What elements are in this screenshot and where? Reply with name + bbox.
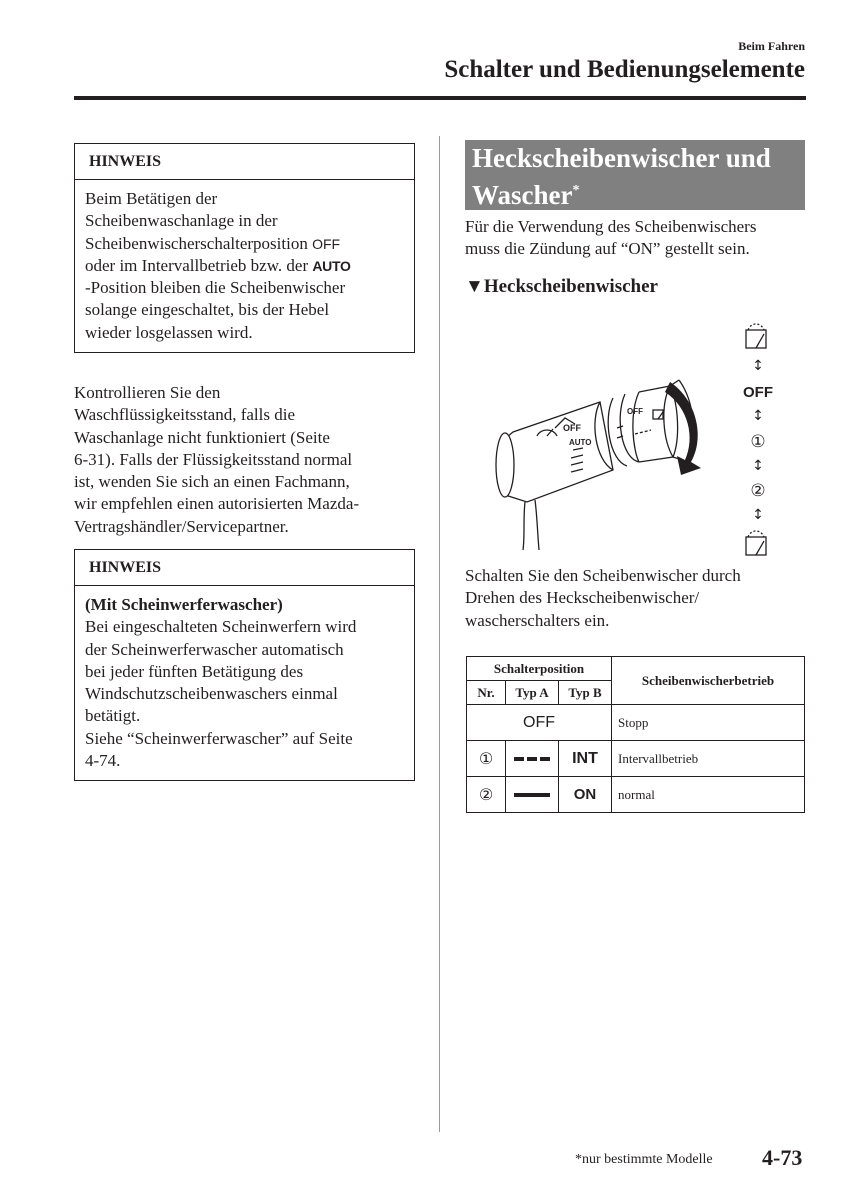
column-header-switch-position: Schalterposition xyxy=(467,657,612,681)
paragraph-line: Schalten Sie den Scheibenwischer durch xyxy=(465,566,741,585)
note-line: der Scheinwerferwascher automatisch xyxy=(85,639,344,659)
intermittent-dashed-icon xyxy=(514,755,550,763)
note-text: Scheibenwischerschalterposition xyxy=(85,233,313,253)
table-row xyxy=(467,705,805,741)
footnote-mark: * xyxy=(572,183,580,198)
note-line: -Position bleiben die Scheibenwischer xyxy=(85,278,346,298)
section-heading-box xyxy=(465,140,805,210)
scale-off-label: OFF xyxy=(743,384,773,401)
auto-position-label: AUTO xyxy=(312,257,351,274)
wiper-mode-cell: Intervallbetrieb xyxy=(612,741,805,777)
paragraph-line: Vertragshändler/Servicepartner. xyxy=(74,516,289,536)
table-row xyxy=(467,741,805,777)
type-b-cell: ON xyxy=(559,777,612,813)
paragraph-line: Kontrollieren Sie den xyxy=(74,383,221,402)
position-arrow-icon: ↕ xyxy=(752,507,764,523)
position-number-cell: ① xyxy=(467,741,506,777)
note-heading: HINWEIS xyxy=(75,550,414,586)
paragraph-line: 6-31). Falls der Flüssigkeitsstand normal xyxy=(74,449,353,469)
position-arrow-icon: ↕ xyxy=(752,358,764,374)
note-line: Windschutzscheibenwaschers einmal xyxy=(85,684,338,704)
note-line xyxy=(85,233,404,255)
off-position-label: OFF xyxy=(312,235,341,252)
type-a-cell xyxy=(506,741,559,777)
section-heading-text: Wascher xyxy=(472,180,573,210)
table-header-row xyxy=(467,657,805,681)
paragraph-line: muss die Zündung auf “ON” gestellt sein. xyxy=(465,239,750,259)
position-2-label: ② xyxy=(750,481,766,501)
note-line xyxy=(85,255,404,277)
rear-washer-icon xyxy=(746,324,766,348)
note-box-washer xyxy=(74,143,415,353)
note-line: wieder losgelassen wird. xyxy=(85,322,253,342)
paragraph-line: Für die Verwendung des Scheibenwischers xyxy=(465,217,757,236)
wiper-lever-illustration xyxy=(496,380,694,550)
subsection-heading xyxy=(465,276,658,298)
note-subheading: (Mit Scheinwerferwascher) xyxy=(85,595,283,614)
subsection-heading-text: Heckscheibenwischer xyxy=(483,276,658,297)
position-number-cell: ② xyxy=(467,777,506,813)
wiper-mode-cell: normal xyxy=(612,777,805,813)
note-body xyxy=(75,180,414,352)
column-header-nr: Nr. xyxy=(467,681,506,705)
section-heading-line xyxy=(472,176,580,210)
ring-off-label: OFF xyxy=(627,407,643,416)
ignition-note xyxy=(465,216,810,261)
paragraph-line: ist, wenden Sie sich an einen Fachmann, xyxy=(74,472,350,492)
switch-position-table xyxy=(466,656,805,813)
wiper-mode-cell: Stopp xyxy=(612,705,805,741)
lever-off-label: OFF xyxy=(563,423,581,433)
page-title: Schalter und Bedienungselemente xyxy=(444,56,805,83)
note-line: Scheibenwaschanlage in der xyxy=(85,211,278,231)
operation-paragraph xyxy=(465,565,810,632)
type-a-cell xyxy=(506,777,559,813)
section-heading-line: Heckscheibenwischer und xyxy=(472,143,771,173)
washer-fluid-paragraph xyxy=(74,382,419,538)
note-body xyxy=(75,586,414,780)
header-rule xyxy=(74,96,806,100)
paragraph-line: Drehen des Heckscheibenwischer/ xyxy=(465,588,700,608)
note-line: Beim Betätigen der xyxy=(85,189,218,208)
continuous-solid-icon xyxy=(514,791,550,799)
rear-wiper-lever-diagram xyxy=(465,310,805,565)
note-box-headlamp-washer xyxy=(74,549,415,781)
table-row xyxy=(467,777,805,813)
rear-washer-icon xyxy=(746,531,766,555)
column-divider xyxy=(439,136,440,1132)
note-line: bei jeder fünften Betätigung des xyxy=(85,661,304,681)
note-line: solange eingeschaltet, bis der Hebel xyxy=(85,300,330,320)
section-label: Beim Fahren xyxy=(738,39,805,53)
position-1-label: ① xyxy=(750,432,766,452)
column-header-wiper-mode: Scheibenwischerbetrieb xyxy=(612,657,805,705)
page-number: 4-73 xyxy=(762,1145,803,1170)
column-header-type-b: Typ B xyxy=(559,681,612,705)
note-line: betätigt. xyxy=(85,706,141,726)
triangle-marker-icon: ▼ xyxy=(465,276,484,297)
footnote: *nur bestimmte Modelle xyxy=(575,1152,713,1167)
note-line: 4-74. xyxy=(85,751,121,771)
position-arrow-icon: ↕ xyxy=(752,408,764,424)
note-line: Siehe “Scheinwerferwascher” auf Seite xyxy=(85,728,353,748)
note-line: Bei eingeschalteten Scheinwerfern wird xyxy=(85,617,357,637)
note-heading: HINWEIS xyxy=(75,144,414,180)
column-header-type-a: Typ A xyxy=(506,681,559,705)
paragraph-line: Waschflüssigkeitsstand, falls die xyxy=(74,405,296,425)
type-b-cell: INT xyxy=(559,741,612,777)
position-arrow-icon: ↕ xyxy=(752,458,764,474)
lever-auto-label: AUTO xyxy=(569,438,592,447)
paragraph-line: Waschanlage nicht funktioniert (Seite xyxy=(74,427,330,447)
paragraph-line: wascherschalters ein. xyxy=(465,610,610,630)
note-text: oder im Intervallbetrieb bzw. der xyxy=(85,255,313,275)
position-off-cell: OFF xyxy=(467,705,612,741)
paragraph-line: wir empfehlen einen autorisierten Mazda- xyxy=(74,494,360,514)
